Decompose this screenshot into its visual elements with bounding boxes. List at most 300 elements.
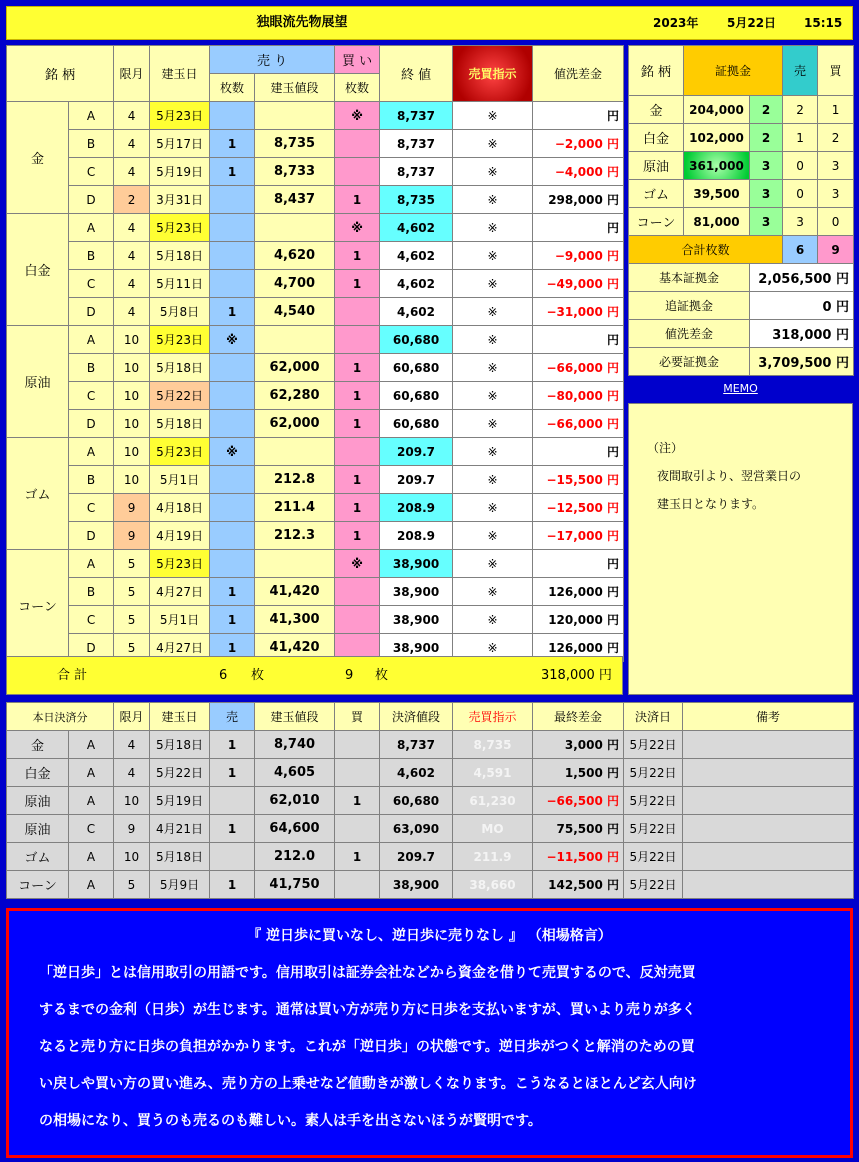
- position-row: [7, 606, 624, 634]
- side-col-sell: 売: [783, 46, 818, 96]
- settle-price: 60,680: [380, 787, 453, 815]
- open-price: 8,437: [255, 186, 335, 214]
- settle-code: A: [69, 871, 114, 899]
- contract-month: 5: [114, 550, 150, 578]
- total-label: 合 計: [57, 668, 88, 683]
- settle-date: 5月22日: [624, 871, 683, 899]
- settle-price: 8,737: [380, 731, 453, 759]
- sell-qty: [210, 494, 255, 522]
- settle-open-date: 5月22日: [150, 759, 210, 787]
- buy-qty: 1: [335, 270, 380, 298]
- open-date: 5月1日: [150, 466, 210, 494]
- open-price: 4,700: [255, 270, 335, 298]
- settle-date: 5月22日: [624, 759, 683, 787]
- position-row: [7, 550, 624, 578]
- settle-signal: 8,735: [453, 731, 533, 759]
- open-date: 5月11日: [150, 270, 210, 298]
- mark-to-market: −66,000 円: [533, 354, 624, 382]
- settle-open-price: 8,740: [255, 731, 335, 759]
- side-commodity: ゴム: [629, 180, 684, 208]
- settle-open-price: 62,010: [255, 787, 335, 815]
- trade-signal: ※: [453, 382, 533, 410]
- side-buy: 1: [818, 96, 854, 124]
- sell-qty: [210, 382, 255, 410]
- position-row: [7, 298, 624, 326]
- side-margin-amount: 102,000: [684, 124, 750, 152]
- sell-qty: [210, 410, 255, 438]
- mark-to-market: −9,000 円: [533, 242, 624, 270]
- mark-to-market: −12,500 円: [533, 494, 624, 522]
- settle-buy: [335, 759, 380, 787]
- col-signal: 売買指示: [453, 46, 533, 102]
- contract-code: D: [69, 298, 114, 326]
- position-row: [7, 438, 624, 466]
- col-buy: 買 い: [335, 46, 380, 74]
- sell-qty: 1: [210, 130, 255, 158]
- side-margin-amount: 361,000: [684, 152, 750, 180]
- open-date: 5月8日: [150, 298, 210, 326]
- side-sell: 0: [783, 180, 818, 208]
- side-row: [629, 208, 854, 236]
- mark-to-market: 円: [533, 214, 624, 242]
- settlement-row: [7, 815, 854, 843]
- contract-month: 10: [114, 438, 150, 466]
- position-row: [7, 494, 624, 522]
- contract-month: 10: [114, 354, 150, 382]
- side-margin-amount: 204,000: [684, 96, 750, 124]
- mark-to-market: 円: [533, 550, 624, 578]
- contract-month: 4: [114, 130, 150, 158]
- open-price: [255, 326, 335, 354]
- settle-remark: [683, 871, 854, 899]
- commodity-name: ゴム: [7, 438, 69, 550]
- settle-sell: [210, 843, 255, 871]
- settle-open-date: 5月9日: [150, 871, 210, 899]
- side-row: [629, 96, 854, 124]
- close-price: 208.9: [380, 494, 453, 522]
- col-gengetsu: 限月: [114, 46, 150, 102]
- open-date: 5月18日: [150, 410, 210, 438]
- trade-signal: ※: [453, 130, 533, 158]
- mark-to-market: −4,000 円: [533, 158, 624, 186]
- title-bar: [6, 6, 853, 40]
- close-price: 8,735: [380, 186, 453, 214]
- settle-col-d: 建玉日: [150, 703, 210, 731]
- close-price: 4,602: [380, 270, 453, 298]
- summary-label: 基本証拠金: [629, 264, 750, 292]
- contract-code: A: [69, 550, 114, 578]
- buy-qty: [335, 298, 380, 326]
- settle-month: 9: [114, 815, 150, 843]
- side-buy: 0: [818, 208, 854, 236]
- trade-signal: ※: [453, 326, 533, 354]
- trade-signal: ※: [453, 214, 533, 242]
- contract-month: 4: [114, 298, 150, 326]
- open-price: 41,300: [255, 606, 335, 634]
- buy-qty: [335, 578, 380, 606]
- settle-buy: 1: [335, 787, 380, 815]
- settle-buy: [335, 871, 380, 899]
- total-buy-unit: 枚: [375, 668, 389, 683]
- contract-code: B: [69, 354, 114, 382]
- sell-qty: 1: [210, 578, 255, 606]
- settle-open-date: 4月21日: [150, 815, 210, 843]
- open-price: [255, 438, 335, 466]
- contract-month: 9: [114, 494, 150, 522]
- side-sell: 2: [783, 96, 818, 124]
- contract-code: C: [69, 494, 114, 522]
- col-meigara: 銘 柄: [7, 46, 114, 102]
- position-row: [7, 102, 624, 130]
- proverb-line: するまでの金利（日歩）が生じます。通常は買い方が売り方に日歩を支払いますが、買いより売りが多く: [39, 1002, 696, 1018]
- open-price: [255, 550, 335, 578]
- total-bar: [6, 656, 623, 695]
- settle-signal: 61,230: [453, 787, 533, 815]
- contract-month: 4: [114, 214, 150, 242]
- memo-note: （注）: [647, 441, 684, 455]
- proverb-box: [6, 908, 853, 1158]
- open-price: 41,420: [255, 634, 335, 662]
- settle-final-diff: 142,500 円: [533, 871, 624, 899]
- buy-qty: [335, 438, 380, 466]
- side-qty: 3: [750, 152, 783, 180]
- memo-line: 夜間取引より、翌営業日の: [657, 469, 802, 483]
- settle-col-a: 本日決済分: [7, 703, 114, 731]
- open-date: 3月31日: [150, 186, 210, 214]
- contract-month: 2: [114, 186, 150, 214]
- side-total-buy: 9: [818, 236, 854, 264]
- col-diff: 値洗差金: [533, 46, 624, 102]
- contract-month: 4: [114, 102, 150, 130]
- margin-table: [628, 45, 854, 376]
- settle-code: A: [69, 731, 114, 759]
- close-price: 208.9: [380, 522, 453, 550]
- settle-remark: [683, 815, 854, 843]
- settle-commodity: 原油: [7, 815, 69, 843]
- commodity-name: コーン: [7, 550, 69, 662]
- mark-to-market: 120,000 円: [533, 606, 624, 634]
- side-commodity: 白金: [629, 124, 684, 152]
- mark-to-market: 126,000 円: [533, 634, 624, 662]
- close-price: 4,602: [380, 298, 453, 326]
- settle-code: A: [69, 787, 114, 815]
- summary-value: 318,000 円: [750, 320, 854, 348]
- sell-qty: ※: [210, 326, 255, 354]
- memo-link[interactable]: MEMO: [723, 382, 758, 395]
- mark-to-market: 円: [533, 438, 624, 466]
- settle-col-sp: 決済値段: [380, 703, 453, 731]
- settle-price: 63,090: [380, 815, 453, 843]
- settle-month: 5: [114, 871, 150, 899]
- settlement-table: [6, 702, 854, 899]
- settle-commodity: ゴム: [7, 843, 69, 871]
- settle-col-b: 買: [335, 703, 380, 731]
- settle-price: 38,900: [380, 871, 453, 899]
- mark-to-market: 126,000 円: [533, 578, 624, 606]
- summary-label: 値洗差金: [629, 320, 750, 348]
- settle-open-price: 64,600: [255, 815, 335, 843]
- mark-to-market: −17,000 円: [533, 522, 624, 550]
- total-sell: 6: [219, 668, 228, 683]
- trade-signal: ※: [453, 634, 533, 662]
- close-price: 8,737: [380, 158, 453, 186]
- position-row: [7, 522, 624, 550]
- open-date: 4月18日: [150, 494, 210, 522]
- settle-open-price: 212.0: [255, 843, 335, 871]
- settle-final-diff: 1,500 円: [533, 759, 624, 787]
- position-row: [7, 326, 624, 354]
- buy-qty: 1: [335, 354, 380, 382]
- position-row: [7, 382, 624, 410]
- open-date: 5月18日: [150, 354, 210, 382]
- settle-date: 5月22日: [624, 787, 683, 815]
- settle-open-date: 5月18日: [150, 731, 210, 759]
- trade-signal: ※: [453, 466, 533, 494]
- position-row: [7, 578, 624, 606]
- side-buy: 2: [818, 124, 854, 152]
- side-buy: 3: [818, 152, 854, 180]
- settle-buy: 1: [335, 843, 380, 871]
- open-date: 5月22日: [150, 382, 210, 410]
- contract-code: B: [69, 578, 114, 606]
- proverb-line: 「逆日歩」とは信用取引の用語です。信用取引は証券会社などから資金を借りて売買するので、反対売買: [39, 965, 696, 981]
- settle-signal: 4,591: [453, 759, 533, 787]
- settle-price: 4,602: [380, 759, 453, 787]
- sell-qty: [210, 270, 255, 298]
- position-row: [7, 158, 624, 186]
- buy-qty: 1: [335, 186, 380, 214]
- open-price: 8,733: [255, 158, 335, 186]
- mark-to-market: −15,500 円: [533, 466, 624, 494]
- settle-col-s: 売: [210, 703, 255, 731]
- contract-code: A: [69, 102, 114, 130]
- open-date: 5月23日: [150, 438, 210, 466]
- sell-qty: 1: [210, 606, 255, 634]
- col-sell: 売 り: [210, 46, 335, 74]
- contract-code: A: [69, 438, 114, 466]
- settle-code: A: [69, 843, 114, 871]
- mark-to-market: 298,000 円: [533, 186, 624, 214]
- settle-date: 5月22日: [624, 731, 683, 759]
- sell-qty: [210, 522, 255, 550]
- open-price: 62,000: [255, 410, 335, 438]
- trade-signal: ※: [453, 102, 533, 130]
- side-row: [629, 152, 854, 180]
- settle-remark: [683, 759, 854, 787]
- col-tategyokubi: 建玉日: [150, 46, 210, 102]
- side-commodity: 原油: [629, 152, 684, 180]
- side-total-sell: 6: [783, 236, 818, 264]
- settlement-row: [7, 871, 854, 899]
- settle-buy: [335, 815, 380, 843]
- side-buy: 3: [818, 180, 854, 208]
- open-price: 212.3: [255, 522, 335, 550]
- settle-remark: [683, 843, 854, 871]
- position-row: [7, 130, 624, 158]
- close-price: 38,900: [380, 634, 453, 662]
- trade-signal: ※: [453, 270, 533, 298]
- side-row: [629, 180, 854, 208]
- header-time: 15:15: [804, 16, 843, 30]
- sell-qty: [210, 550, 255, 578]
- settle-final-diff: −66,500 円: [533, 787, 624, 815]
- trade-signal: ※: [453, 438, 533, 466]
- open-price: 8,735: [255, 130, 335, 158]
- side-margin-amount: 81,000: [684, 208, 750, 236]
- close-price: 60,680: [380, 354, 453, 382]
- contract-month: 5: [114, 634, 150, 662]
- trade-signal: ※: [453, 242, 533, 270]
- position-row: [7, 270, 624, 298]
- col-sell-qty: 枚数: [210, 74, 255, 102]
- commodity-name: 金: [7, 102, 69, 214]
- trade-signal: ※: [453, 494, 533, 522]
- contract-month: 4: [114, 242, 150, 270]
- page-title: 独眼流先物展望: [256, 15, 348, 30]
- mark-to-market: −31,000 円: [533, 298, 624, 326]
- settle-col-sd: 決済日: [624, 703, 683, 731]
- buy-qty: 1: [335, 522, 380, 550]
- buy-qty: ※: [335, 550, 380, 578]
- header-date: 5月22日: [727, 16, 777, 30]
- settle-sell: [210, 787, 255, 815]
- open-price: 212.8: [255, 466, 335, 494]
- trade-signal: ※: [453, 550, 533, 578]
- contract-code: D: [69, 634, 114, 662]
- settle-sell: 1: [210, 731, 255, 759]
- settle-month: 4: [114, 731, 150, 759]
- buy-qty: [335, 130, 380, 158]
- close-price: 209.7: [380, 438, 453, 466]
- contract-code: C: [69, 158, 114, 186]
- mark-to-market: 円: [533, 102, 624, 130]
- mark-to-market: −80,000 円: [533, 382, 624, 410]
- side-col-margin: 証拠金: [684, 46, 783, 96]
- settle-open-date: 5月19日: [150, 787, 210, 815]
- position-row: [7, 214, 624, 242]
- close-price: 4,602: [380, 214, 453, 242]
- contract-code: D: [69, 186, 114, 214]
- open-date: 4月27日: [150, 634, 210, 662]
- settle-code: C: [69, 815, 114, 843]
- buy-qty: [335, 606, 380, 634]
- mark-to-market: −2,000 円: [533, 130, 624, 158]
- close-price: 60,680: [380, 410, 453, 438]
- proverb-line: の相場になり、買うのも売るのも難しい。素人は手を出さないほうが賢明です。: [39, 1113, 542, 1129]
- settle-sell: 1: [210, 759, 255, 787]
- sell-qty: [210, 102, 255, 130]
- settle-open-date: 5月18日: [150, 843, 210, 871]
- trade-signal: ※: [453, 410, 533, 438]
- open-date: 4月27日: [150, 578, 210, 606]
- col-close: 終 値: [380, 46, 453, 102]
- sell-qty: [210, 214, 255, 242]
- settle-month: 4: [114, 759, 150, 787]
- contract-code: A: [69, 214, 114, 242]
- close-price: 38,900: [380, 578, 453, 606]
- settle-col-m: 限月: [114, 703, 150, 731]
- open-date: 5月23日: [150, 550, 210, 578]
- trade-signal: ※: [453, 298, 533, 326]
- open-price: 62,000: [255, 354, 335, 382]
- buy-qty: [335, 158, 380, 186]
- open-price: [255, 214, 335, 242]
- contract-month: 10: [114, 466, 150, 494]
- memo-box: [628, 403, 853, 695]
- settle-final-diff: 75,500 円: [533, 815, 624, 843]
- sell-qty: [210, 242, 255, 270]
- side-col-meigara: 銘 柄: [629, 46, 684, 96]
- side-sell: 0: [783, 152, 818, 180]
- settle-commodity: 白金: [7, 759, 69, 787]
- settle-commodity: 原油: [7, 787, 69, 815]
- settle-sell: 1: [210, 871, 255, 899]
- open-date: 5月23日: [150, 214, 210, 242]
- settle-signal: 38,660: [453, 871, 533, 899]
- trade-signal: ※: [453, 522, 533, 550]
- buy-qty: ※: [335, 214, 380, 242]
- side-qty: 3: [750, 180, 783, 208]
- mark-to-market: −66,000 円: [533, 410, 624, 438]
- trade-signal: ※: [453, 158, 533, 186]
- contract-month: 9: [114, 522, 150, 550]
- settle-open-price: 4,605: [255, 759, 335, 787]
- summary-label: 必要証拠金: [629, 348, 750, 376]
- contract-code: D: [69, 410, 114, 438]
- trade-signal: ※: [453, 606, 533, 634]
- sell-qty: [210, 466, 255, 494]
- settle-date: 5月22日: [624, 843, 683, 871]
- settle-col-p: 建玉値段: [255, 703, 335, 731]
- contract-code: C: [69, 270, 114, 298]
- close-price: 8,737: [380, 130, 453, 158]
- side-qty: 2: [750, 124, 783, 152]
- total-amount: 318,000 円: [541, 668, 612, 683]
- proverb-title: 『 逆日歩に買いなし、逆日歩に売りなし 』 （相場格言）: [247, 928, 612, 944]
- buy-qty: 1: [335, 410, 380, 438]
- positions-table: [6, 45, 624, 662]
- trade-signal: ※: [453, 354, 533, 382]
- settle-signal: 211.9: [453, 843, 533, 871]
- position-row: [7, 410, 624, 438]
- close-price: 209.7: [380, 466, 453, 494]
- total-buy: 9: [345, 668, 354, 683]
- settle-commodity: コーン: [7, 871, 69, 899]
- buy-qty: 1: [335, 494, 380, 522]
- close-price: 38,900: [380, 550, 453, 578]
- open-price: 62,280: [255, 382, 335, 410]
- commodity-name: 白金: [7, 214, 69, 326]
- open-price: 41,420: [255, 578, 335, 606]
- proverb-line: い戻しや買い方の買い進み、売り方の上乗せなど値動きが激しくなります。こうなるとほとんど玄人向け: [39, 1076, 697, 1092]
- settlement-row: [7, 787, 854, 815]
- buy-qty: [335, 326, 380, 354]
- trade-signal: ※: [453, 578, 533, 606]
- memo-line: 建玉日となります。: [657, 497, 765, 511]
- side-qty: 3: [750, 208, 783, 236]
- summary-value: 2,056,500 円: [750, 264, 854, 292]
- side-commodity: コーン: [629, 208, 684, 236]
- settle-final-diff: 3,000 円: [533, 731, 624, 759]
- trade-signal: ※: [453, 186, 533, 214]
- summary-value: 3,709,500 円: [750, 348, 854, 376]
- open-date: 4月19日: [150, 522, 210, 550]
- contract-code: A: [69, 326, 114, 354]
- sell-qty: 1: [210, 298, 255, 326]
- settlement-row: [7, 731, 854, 759]
- buy-qty: 1: [335, 242, 380, 270]
- open-date: 5月23日: [150, 326, 210, 354]
